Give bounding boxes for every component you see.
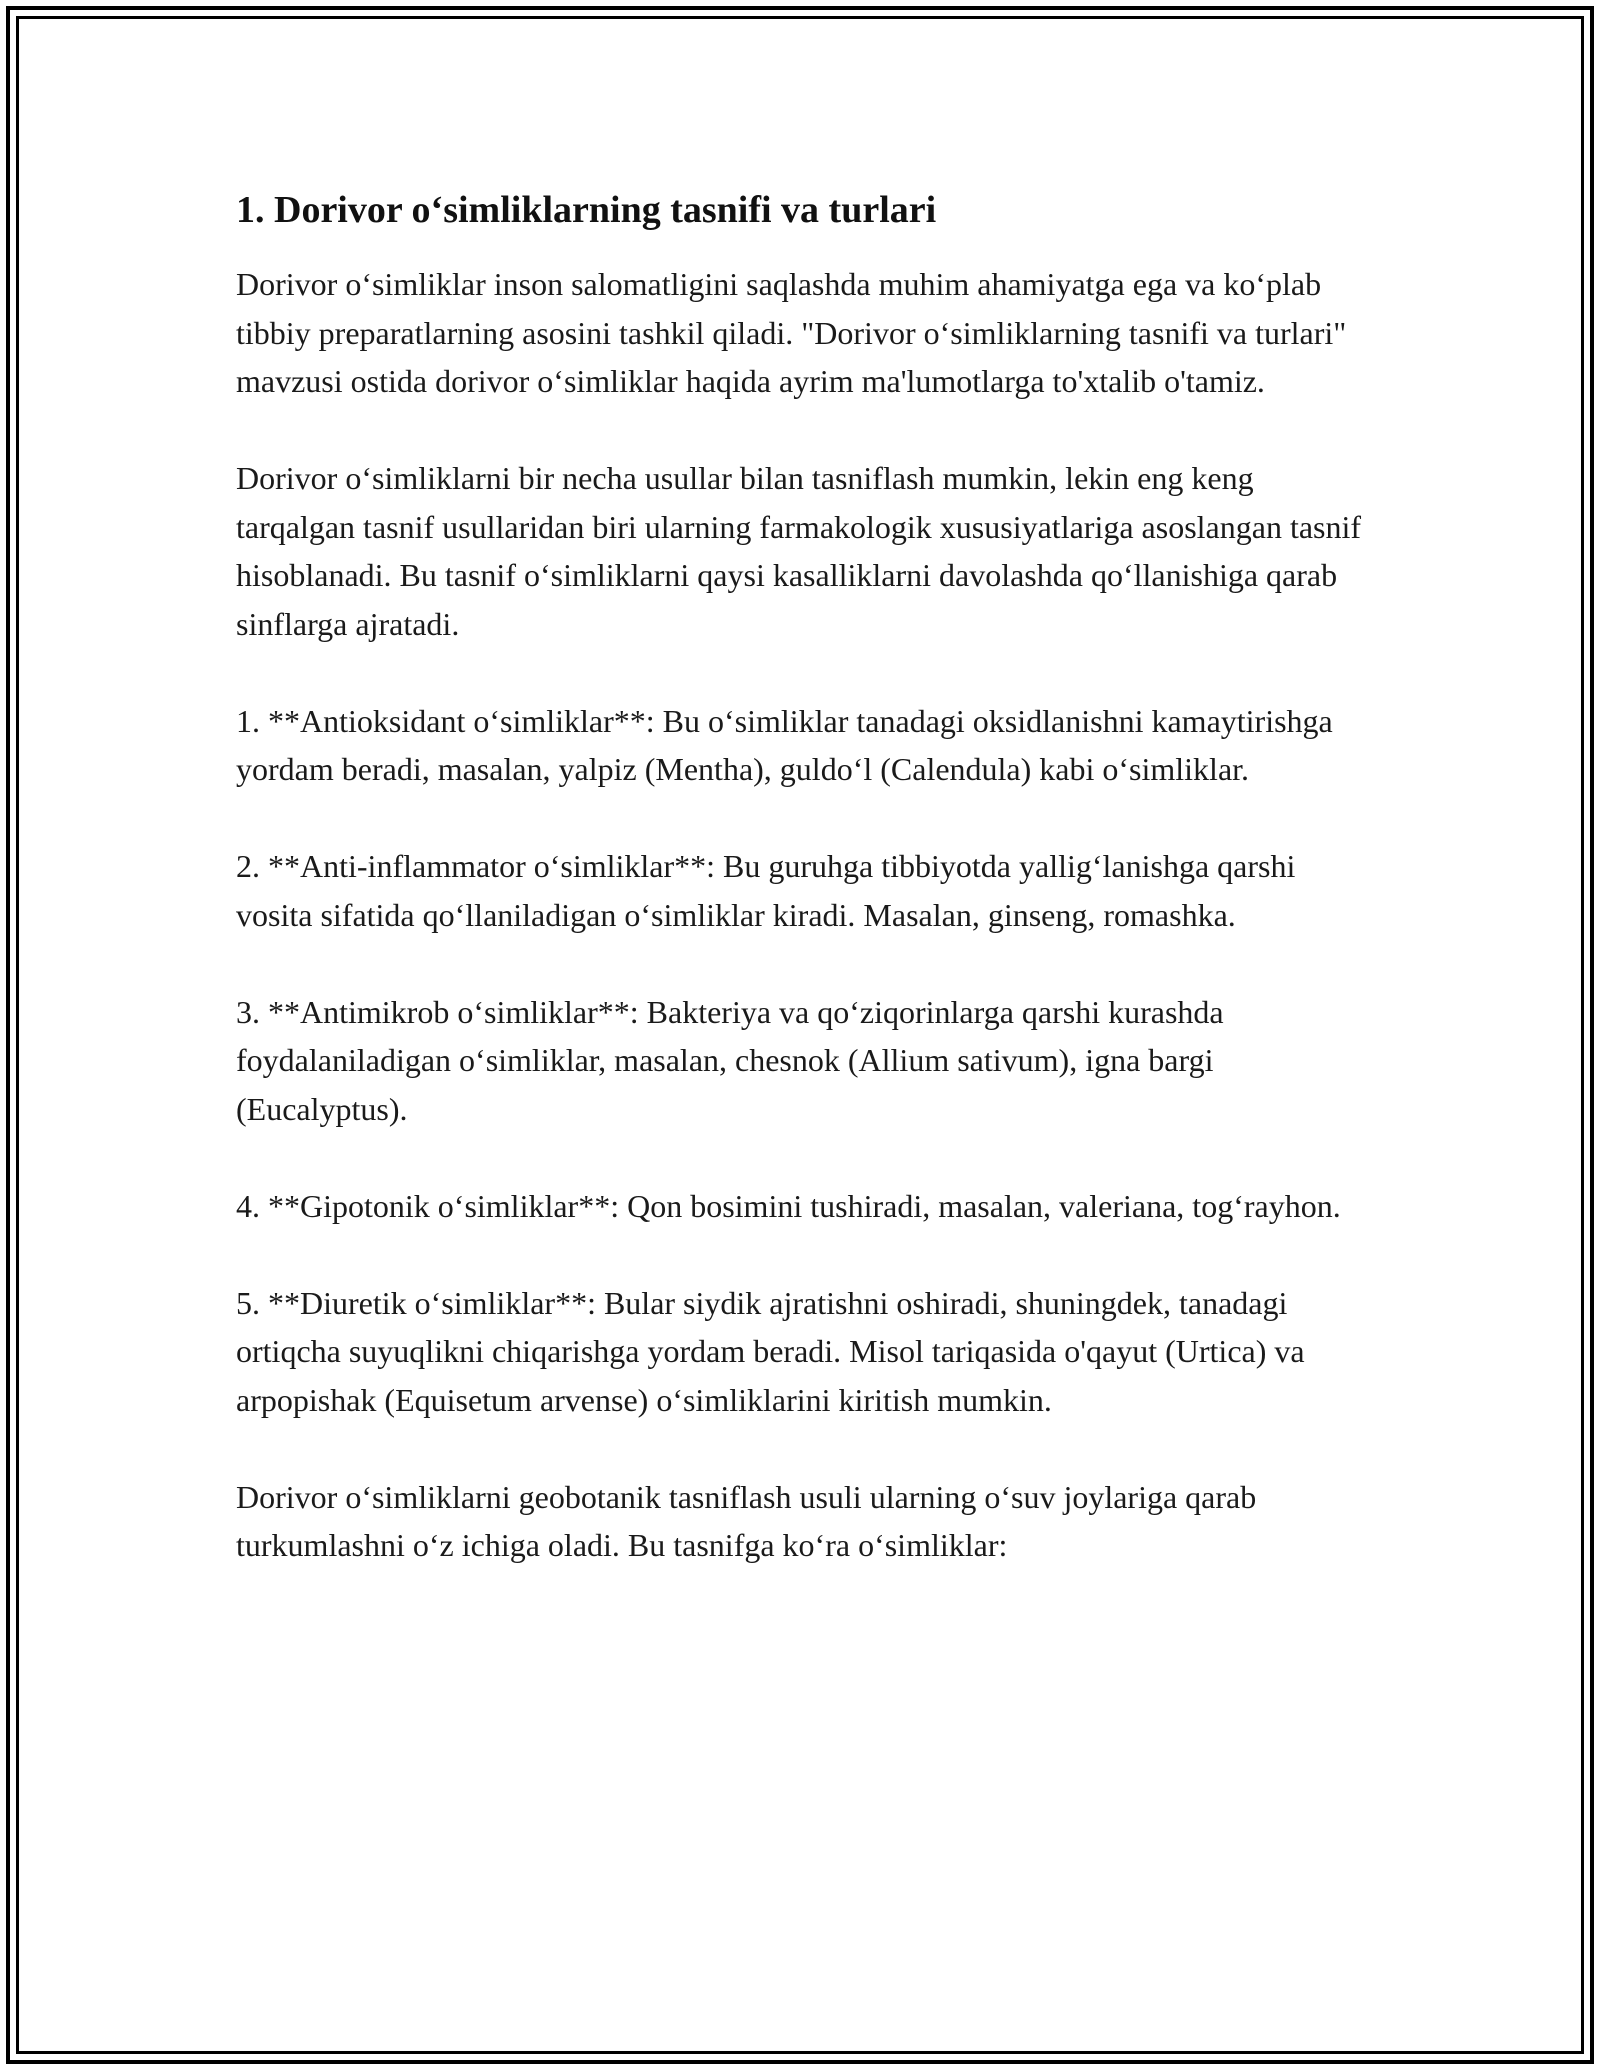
list-item-antioxidant: 1. **Antioksidant o‘simliklar**: Bu o‘simliklar tanadagi oksidlanishni kamaytirishga yordam beradi, masalan, yalpiz (Mentha), guldo‘l (Calendula) kabi o‘simliklar. <box>236 702 1333 787</box>
list-item-anti-inflammatory: 2. **Anti-inflammator o‘simliklar**: Bu guruhga tibbiyotda yallig‘lanishga qarshi vosita sifatida qo‘llaniladigan o‘simliklar kiradi. Masalan, ginseng, romashka. <box>236 848 1296 933</box>
list-item-hypotonic: 4. **Gipotonik o‘simliklar**: Qon bosimini tushiradi, masalan, valeriana, tog‘rayhon. <box>236 1187 1341 1224</box>
list-item-diuretic: 5. **Diuretik o‘simliklar**: Bular siydik ajratishni oshiradi, shuningdek, tanadagi ortiqcha suyuqlikni chiqarishga yordam beradi. Misol tariqasida o'qayut (Urtica) va arpopishak (Equisetum arvense) o‘simliklarini kiritish mumkin. <box>236 1284 1305 1418</box>
classification-paragraph: Dorivor o‘simliklarni bir necha usullar bilan tasniflash mumkin, lekin eng keng tarqalgan tasnif usullaridan biri ularning farmakologik xususiyatlariga asoslangan tasnif hisoblanadi. Bu tasnif o‘simliklarni qaysi kasalliklarni davolashda qo‘llanishiga qarab sinflarga ajratadi. <box>236 460 1362 642</box>
document-body <box>236 186 1376 1570</box>
intro-paragraph: Dorivor o‘simliklar inson salomatligini saqlashda muhim ahamiyatga ega va ko‘plab tibbiy preparatlarning asosini tashkil qiladi. "Dorivor o‘simliklarning tasnifi va turlari" mavzusi ostida dorivor o‘simliklar haqida ayrim ma'lumotlarga to'xtalib o'tamiz. <box>236 266 1347 399</box>
section-heading: 1. Dorivor o‘simliklarning tasnifi va turlari <box>236 189 937 231</box>
list-item-antimicrobial: 3. **Antimikrob o‘simliklar**: Bakteriya va qo‘ziqorinlarga qarshi kurashda foydalaniladigan o‘simliklar, masalan, chesnok (Allium sativum), igna bargi (Eucalyptus). <box>236 993 1224 1127</box>
geobotanical-paragraph: Dorivor o‘simliklarni geobotanik tasniflash usuli ularning o‘suv joylariga qarab turkumlashni o‘z ichiga oladi. Bu tasnifga ko‘ra o‘simliklar: <box>236 1478 1257 1563</box>
